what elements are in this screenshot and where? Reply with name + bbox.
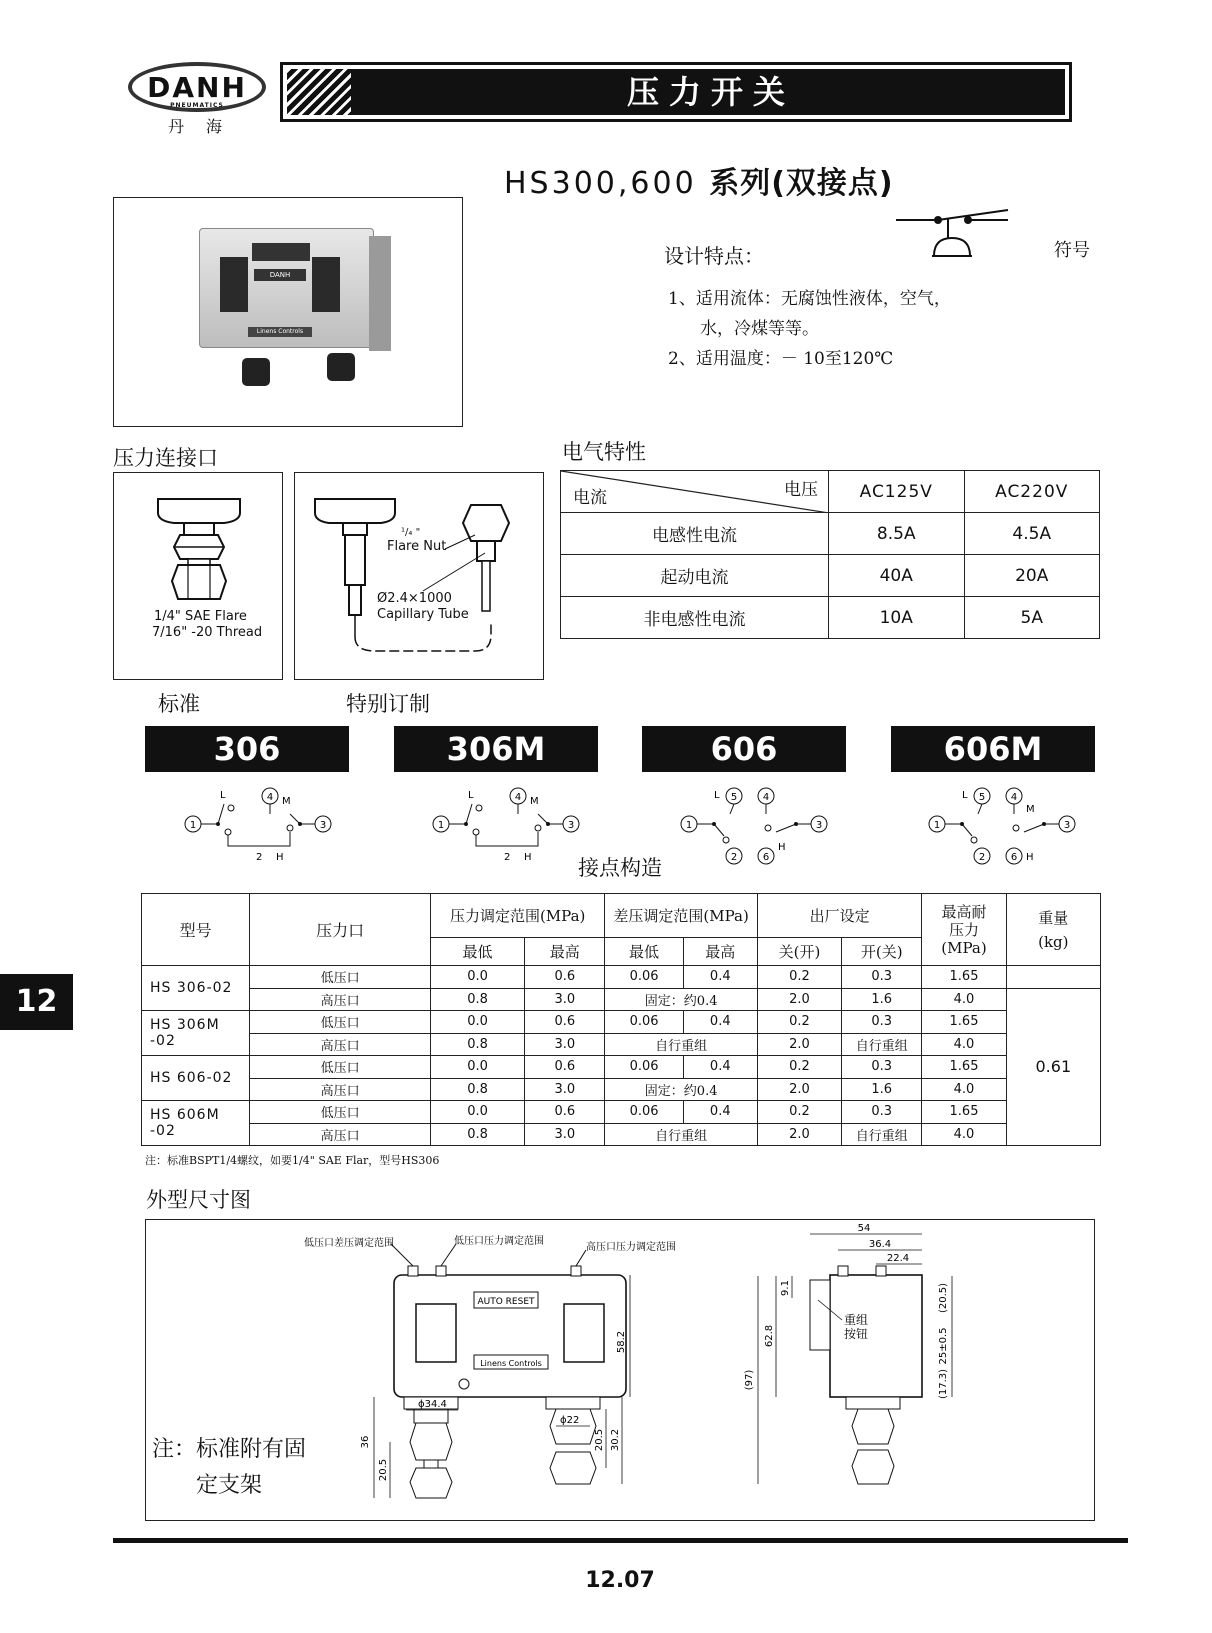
svg-text:M: M [530, 796, 539, 807]
svg-text:按钮: 按钮 [844, 1327, 869, 1341]
footer-rule [113, 1538, 1128, 1543]
svg-text:2: 2 [256, 852, 263, 863]
max-pressure-cell: 1.65 [922, 966, 1006, 989]
range-max-cell: 3.0 [525, 1033, 605, 1056]
tube-label: Capillary Tube [377, 607, 469, 622]
diff-max-cell: 0.4 [683, 1101, 757, 1124]
contact-diagram-606 [676, 784, 836, 868]
svg-text:6: 6 [762, 852, 770, 863]
current-type: 电感性电流 [561, 513, 829, 555]
max-pressure-cell: 4.0 [922, 1033, 1006, 1056]
svg-text:2: 2 [730, 852, 738, 863]
svg-text:(20.5): (20.5) [938, 1282, 949, 1314]
port-cell: 高压口 [250, 1123, 431, 1146]
voltage-header: AC220V [964, 471, 1100, 513]
nut-fraction: ¹/₄ " [401, 527, 421, 538]
logo-subtitle: PNEUMATICS [170, 102, 224, 109]
current-value: 10A [829, 597, 965, 639]
header-weight: 重量 (kg) [1006, 894, 1100, 966]
port-cell: 低压口 [250, 1011, 431, 1034]
svg-text:5: 5 [978, 792, 986, 803]
svg-text:2: 2 [504, 852, 511, 863]
model-badge-606: 606 [642, 726, 846, 772]
weight-cell-top [1006, 966, 1100, 989]
electrical-table [560, 470, 1100, 639]
contact-diagram-606m [924, 784, 1084, 868]
page-number: 12.07 [585, 1568, 655, 1593]
header-model: 型号 [142, 894, 250, 966]
banner-stripes [287, 69, 351, 115]
range-min-cell: 0.8 [430, 1078, 524, 1101]
device-fitting-right [327, 353, 355, 381]
capillary-tube-icon [305, 495, 535, 675]
header-port: 压力口 [250, 894, 431, 966]
product-photo [113, 197, 463, 427]
svg-text:1: 1 [189, 820, 197, 831]
device-body [199, 228, 374, 348]
standard-spec-2: 7/16" -20 Thread [152, 625, 263, 640]
title-banner [280, 62, 1072, 122]
svg-text:1: 1 [933, 820, 941, 831]
range-max-cell: 3.0 [525, 1123, 605, 1146]
current-value: 8.5A [829, 513, 965, 555]
device-window-left [220, 257, 248, 312]
port-cell: 低压口 [250, 966, 431, 989]
svg-text:AUTO RESET: AUTO RESET [477, 1297, 535, 1307]
svg-text:1: 1 [685, 820, 693, 831]
series-suffix: 系列(双接点) [709, 166, 894, 201]
port-cell: 高压口 [250, 988, 431, 1011]
corner-current-label: 电流 [573, 488, 607, 508]
svg-text:20.5: 20.5 [378, 1458, 389, 1482]
diff-span-cell: 固定：约0.4 [605, 1078, 757, 1101]
svg-text:3: 3 [567, 820, 575, 831]
nut-label: Flare Nut [387, 539, 447, 554]
svg-text:3: 3 [319, 820, 327, 831]
close-cell: 0.2 [757, 1056, 841, 1079]
range-min-cell: 0.8 [430, 988, 524, 1011]
corner-voltage-label: 电压 [784, 480, 818, 500]
diff-max-cell: 0.4 [683, 966, 757, 989]
diff-span-cell: 固定：约0.4 [605, 988, 757, 1011]
max-pressure-cell: 4.0 [922, 1078, 1006, 1101]
model-cell: HS 606-02 [142, 1056, 250, 1101]
table-row [142, 1033, 1101, 1056]
model-cell: HS 306M -02 [142, 1011, 250, 1056]
current-value: 5A [964, 597, 1100, 639]
svg-text:2: 2 [978, 852, 986, 863]
standard-spec-1: 1/4" SAE Flare [154, 609, 247, 624]
close-cell: 2.0 [757, 1123, 841, 1146]
svg-text:22.4: 22.4 [886, 1253, 910, 1264]
header-factory: 出厂设定 [757, 894, 922, 938]
current-value: 20A [964, 555, 1100, 597]
table-row [142, 988, 1101, 1011]
svg-text:25±0.5: 25±0.5 [938, 1327, 949, 1365]
table-row [142, 1101, 1101, 1124]
model-badge-306: 306 [145, 726, 349, 772]
svg-text:3: 3 [1063, 820, 1071, 831]
connection-title: 压力连接口 [113, 446, 218, 470]
current-type: 起动电流 [561, 555, 829, 597]
port-cell: 低压口 [250, 1101, 431, 1124]
electrical-corner-cell [561, 471, 829, 513]
svg-text:36: 36 [360, 1435, 371, 1449]
svg-text:4: 4 [266, 792, 274, 803]
diff-span-cell: 自行重组 [605, 1123, 757, 1146]
open-cell: 0.3 [842, 966, 922, 989]
model-cell: HS 606M -02 [142, 1101, 250, 1146]
close-cell: 2.0 [757, 988, 841, 1011]
svg-text:高压口压力调定范围: 高压口压力调定范围 [586, 1242, 676, 1253]
svg-text:H: H [524, 852, 532, 863]
svg-text:9.1: 9.1 [780, 1280, 791, 1296]
svg-text:L: L [220, 790, 226, 801]
max-pressure-cell: 4.0 [922, 988, 1006, 1011]
range-min-cell: 0.0 [430, 1011, 524, 1034]
close-cell: 0.2 [757, 966, 841, 989]
range-min-cell: 0.0 [430, 1101, 524, 1124]
svg-text:54: 54 [857, 1223, 871, 1234]
header-min: 最低 [430, 938, 524, 966]
svg-text:H: H [778, 842, 786, 853]
contact-diagram-306 [180, 784, 340, 868]
svg-text:低压口差压调定范围: 低压口差压调定范围 [304, 1238, 394, 1249]
header-open: 开(关) [842, 938, 922, 966]
device-plate: Linens Controls [248, 327, 312, 337]
logo-chinese: 丹海 [167, 117, 244, 136]
dimension-drawing [145, 1219, 1095, 1521]
device-top-plate [252, 243, 310, 261]
close-cell: 2.0 [757, 1078, 841, 1101]
weight-cell: 0.61 [1006, 988, 1100, 1146]
range-max-cell: 0.6 [525, 966, 605, 989]
header-close: 关(开) [757, 938, 841, 966]
header-min: 最低 [605, 938, 683, 966]
logo-text: DANH [147, 71, 247, 104]
svg-text:4: 4 [762, 792, 770, 803]
open-cell: 0.3 [842, 1011, 922, 1034]
range-min-cell: 0.8 [430, 1123, 524, 1146]
brand-logo [128, 58, 268, 136]
diff-max-cell: 0.4 [683, 1056, 757, 1079]
model-badge-606m: 606M [891, 726, 1095, 772]
svg-text:M: M [1026, 804, 1035, 815]
range-max-cell: 0.6 [525, 1056, 605, 1079]
close-cell: 0.2 [757, 1101, 841, 1124]
svg-text:M: M [282, 796, 291, 807]
device-label: DANH [254, 269, 306, 281]
device-window-right [312, 257, 340, 312]
svg-text:低压口压力调定范围: 低压口压力调定范围 [454, 1236, 544, 1247]
svg-text:20.5: 20.5 [594, 1428, 605, 1452]
diff-min-cell: 0.06 [605, 966, 683, 989]
diff-span-cell: 自行重组 [605, 1033, 757, 1056]
dimension-note-2: 定支架 [196, 1473, 263, 1498]
svg-text:L: L [468, 790, 474, 801]
special-connection-box [294, 472, 544, 680]
svg-text:L: L [962, 790, 968, 801]
diff-max-cell: 0.4 [683, 1011, 757, 1034]
svg-text:58.2: 58.2 [616, 1330, 627, 1354]
features-title: 设计特点： [664, 244, 764, 268]
spec-table [141, 893, 1101, 1146]
open-cell: 0.3 [842, 1101, 922, 1124]
svg-text:30.2: 30.2 [610, 1428, 621, 1452]
electrical-title: 电气特性 [562, 440, 646, 464]
svg-text:4: 4 [1010, 792, 1018, 803]
open-cell: 1.6 [842, 988, 922, 1011]
series-title [504, 158, 894, 202]
contact-diagram-306m [428, 784, 588, 868]
flare-fitting-icon [154, 495, 244, 605]
current-value: 4.5A [964, 513, 1100, 555]
chapter-tab: 12 [0, 974, 73, 1030]
header-diff: 差压调定范围(MPa) [605, 894, 757, 938]
current-value: 40A [829, 555, 965, 597]
header-max-pressure: 最高耐 压力 (MPa) [922, 894, 1006, 966]
model-cell: HS 306-02 [142, 966, 250, 1011]
standard-connection-box [113, 472, 283, 680]
close-cell: 0.2 [757, 1011, 841, 1034]
diff-min-cell: 0.06 [605, 1056, 683, 1079]
svg-text:3: 3 [815, 820, 823, 831]
model-badge-306m: 306M [394, 726, 598, 772]
table-row [142, 966, 1101, 989]
device-fitting-left [242, 358, 270, 386]
contact-symbol-icon [896, 208, 1016, 264]
standard-label: 标准 [158, 692, 200, 716]
tube-dimension: Ø2.4×1000 [377, 591, 452, 606]
open-cell: 自行重组 [842, 1123, 922, 1146]
svg-text:(17.3): (17.3) [938, 1368, 949, 1400]
diff-min-cell: 0.06 [605, 1101, 683, 1124]
feature-item: 1、适用流体：无腐蚀性液体，空气， [668, 289, 951, 309]
range-max-cell: 3.0 [525, 1078, 605, 1101]
open-cell: 1.6 [842, 1078, 922, 1101]
max-pressure-cell: 1.65 [922, 1011, 1006, 1034]
range-max-cell: 0.6 [525, 1101, 605, 1124]
max-pressure-cell: 4.0 [922, 1123, 1006, 1146]
port-cell: 高压口 [250, 1033, 431, 1056]
header-max: 最高 [525, 938, 605, 966]
svg-text:H: H [276, 852, 284, 863]
svg-text:H: H [1026, 852, 1034, 863]
max-pressure-cell: 1.65 [922, 1056, 1006, 1079]
special-label: 特别订制 [346, 692, 430, 716]
open-cell: 0.3 [842, 1056, 922, 1079]
table-row [142, 1078, 1101, 1101]
range-max-cell: 0.6 [525, 1011, 605, 1034]
device-side [369, 236, 391, 351]
open-cell: 自行重组 [842, 1033, 922, 1056]
svg-text:6: 6 [1010, 852, 1018, 863]
header-range: 压力调定范围(MPa) [430, 894, 605, 938]
table-row [142, 1056, 1101, 1079]
range-max-cell: 3.0 [525, 988, 605, 1011]
series-model: HS300,600 [504, 166, 697, 201]
svg-text:(97): (97) [744, 1369, 755, 1391]
dimension-svg [146, 1220, 1094, 1520]
svg-text:4: 4 [514, 792, 522, 803]
current-type: 非电感性电流 [561, 597, 829, 639]
port-cell: 低压口 [250, 1056, 431, 1079]
range-min-cell: 0.8 [430, 1033, 524, 1056]
svg-text:62.8: 62.8 [764, 1324, 775, 1348]
contact-structure-title: 接点构造 [578, 856, 662, 880]
svg-text:ϕ34.4: ϕ34.4 [418, 1399, 447, 1410]
feature-item: 水，冷煤等等。 [700, 319, 819, 339]
page-title: 压力开关 [626, 73, 795, 111]
svg-text:ϕ22: ϕ22 [560, 1415, 580, 1426]
header-max: 最高 [683, 938, 757, 966]
max-pressure-cell: 1.65 [922, 1101, 1006, 1124]
svg-text:1: 1 [437, 820, 445, 831]
svg-text:重组: 重组 [844, 1313, 869, 1327]
feature-item: 2、适用温度：－ 10至120℃ [668, 349, 894, 369]
diff-min-cell: 0.06 [605, 1011, 683, 1034]
svg-text:5: 5 [730, 792, 738, 803]
svg-text:Linens Controls: Linens Controls [480, 1359, 542, 1368]
voltage-header: AC125V [829, 471, 965, 513]
dimension-note-1: 注：标准附有固 [152, 1437, 307, 1462]
symbol-label: 符号 [1054, 240, 1090, 261]
close-cell: 2.0 [757, 1033, 841, 1056]
table-row [142, 1011, 1101, 1034]
svg-text:L: L [714, 790, 720, 801]
dimensions-title: 外型尺寸图 [146, 1188, 251, 1212]
port-cell: 高压口 [250, 1078, 431, 1101]
range-min-cell: 0.0 [430, 966, 524, 989]
svg-text:36.4: 36.4 [868, 1239, 892, 1250]
table-row [142, 1123, 1101, 1146]
table-note: 注：标准BSPT1/4螺纹，如要1/4" SAE Flar，型号HS306 [145, 1154, 440, 1167]
range-min-cell: 0.0 [430, 1056, 524, 1079]
